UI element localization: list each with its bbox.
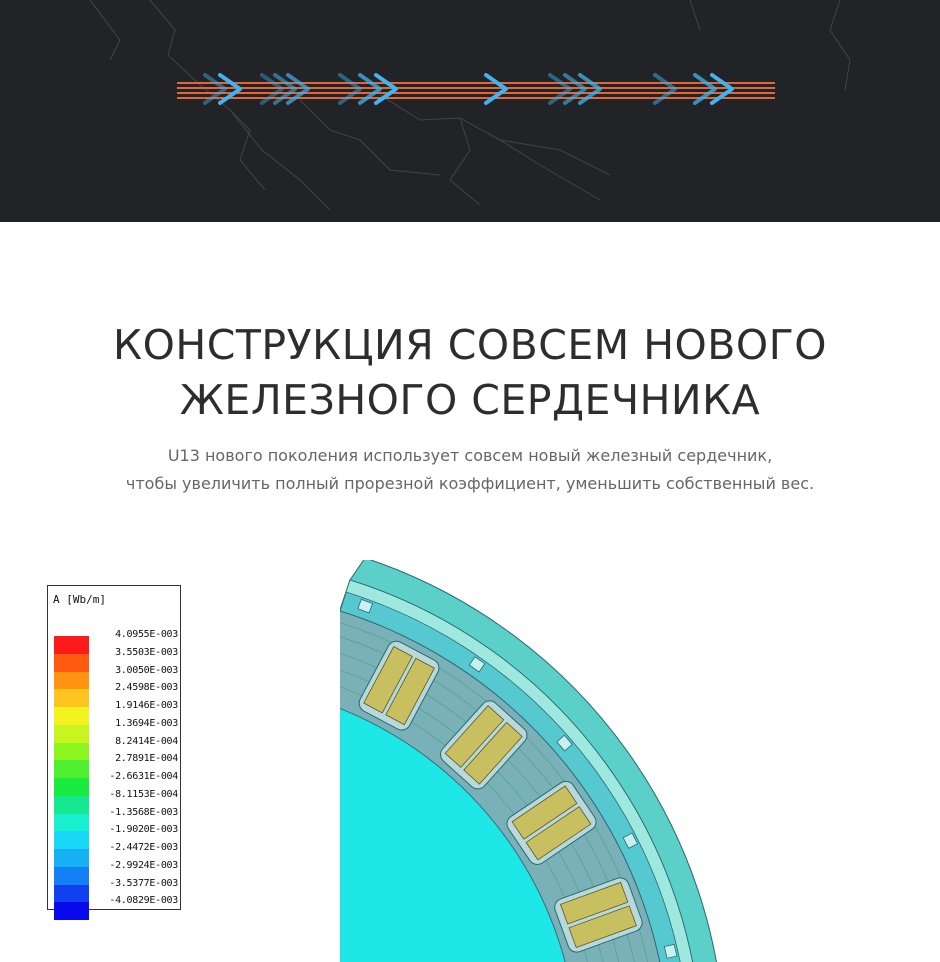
legend-swatch (54, 902, 89, 920)
legend-swatch (54, 760, 89, 778)
legend-label: -1.9020E-003 (109, 824, 178, 836)
legend-swatch (54, 867, 89, 885)
legend-label: -4.0829E-003 (109, 895, 178, 907)
legend-swatch (54, 743, 89, 761)
legend-swatch (54, 831, 89, 849)
legend-label: 1.9146E-003 (115, 700, 178, 711)
subtitle-line-1: U13 нового поколения использует совсем новый железный сердечник, (167, 446, 773, 465)
motor-cross-section (340, 560, 940, 962)
legend-label: -3.5377E-003 (109, 877, 178, 889)
legend-swatch (54, 814, 89, 832)
legend-label: -2.4472E-003 (109, 842, 178, 853)
legend-swatch (54, 672, 89, 690)
legend-scale (54, 629, 178, 920)
legend-swatch (54, 725, 89, 743)
title-line-1: КОНСТРУКЦИЯ СОВСЕМ НОВОГО (113, 321, 827, 369)
legend-row (54, 895, 178, 920)
hero-banner (0, 0, 940, 222)
legend-swatch (54, 654, 89, 672)
legend-label: 3.0050E-003 (115, 664, 178, 676)
lightning-illustration (0, 0, 940, 222)
legend-swatch (54, 796, 89, 814)
legend-label: -2.6631E-004 (109, 771, 178, 782)
conductor-lines (177, 82, 775, 99)
legend-label: 4.0955E-003 (115, 629, 178, 640)
flux-legend (47, 585, 181, 910)
legend-label: 3.5503E-003 (115, 646, 178, 658)
subtitle-line-2: чтобы увеличить полный прорезной коэффициент, уменьшить собственный вес. (125, 474, 815, 493)
legend-label: 2.7891E-004 (115, 753, 178, 765)
legend-swatch (54, 689, 89, 707)
title-line-2: ЖЕЛЕЗНОГО СЕРДЕЧНИКА (179, 376, 761, 424)
legend-swatch (54, 885, 89, 903)
legend-swatch (54, 849, 89, 867)
legend-label: 1.3694E-003 (115, 717, 178, 729)
legend-swatch (54, 778, 89, 796)
legend-label: -8.1153E-004 (109, 788, 178, 800)
legend-swatch (54, 707, 89, 725)
legend-label: 2.4598E-003 (115, 682, 178, 694)
page-subtitle (0, 442, 940, 498)
legend-label: -1.3568E-003 (109, 806, 178, 818)
legend-swatch (54, 636, 89, 654)
page-title (0, 318, 940, 428)
legend-label: -2.9924E-003 (109, 859, 178, 871)
legend-label: 8.2414E-004 (115, 735, 178, 747)
legend-title: A [Wb/m] (53, 593, 106, 606)
lightning-bolts (90, 0, 850, 210)
